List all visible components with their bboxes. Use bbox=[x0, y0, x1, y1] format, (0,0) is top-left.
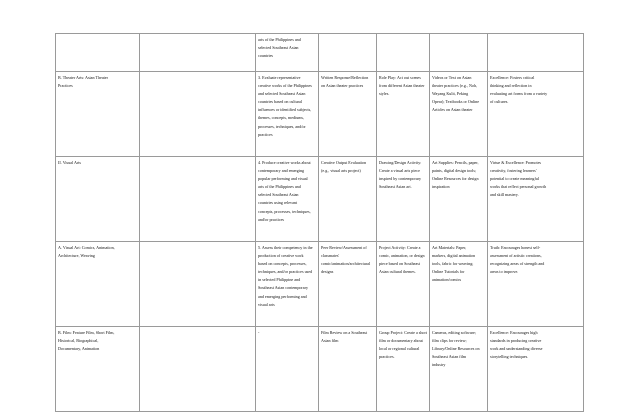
cell-text-line: thinking and reflection in bbox=[490, 83, 532, 89]
values-cell bbox=[488, 34, 584, 72]
cell-text-line: Southeast Asian art. bbox=[379, 184, 412, 190]
assessment-cell bbox=[319, 34, 377, 72]
table-row bbox=[56, 327, 584, 412]
cell-text-line: Opera); Textbooks or Online bbox=[432, 99, 480, 105]
cell-text-line: film or documentary about bbox=[379, 338, 423, 344]
cell-text-line: industry bbox=[432, 362, 446, 368]
cell-text-line: - bbox=[258, 330, 260, 335]
cell-text-line: inspiration bbox=[432, 184, 450, 190]
cell-text-line: arts of the Philippines and bbox=[258, 37, 301, 42]
competency-cell bbox=[256, 327, 319, 412]
cell-text-line: concepts, processes, techniques, bbox=[258, 208, 311, 214]
topic-cell bbox=[56, 34, 140, 72]
cell-text-line: Asian cultural themes. bbox=[379, 269, 416, 275]
cell-text-line: Drawing/Design Activity: bbox=[379, 160, 422, 165]
table-row bbox=[56, 157, 584, 242]
cell-text-line: and selected Southeast Asian bbox=[258, 91, 306, 97]
cell-text-line: paints, digital design tools; bbox=[432, 168, 477, 174]
cell-text-line: Create a visual arts piece bbox=[379, 168, 420, 174]
competency-cell bbox=[256, 157, 319, 242]
values-cell bbox=[488, 157, 584, 242]
cell-text-line: and skill mastery. bbox=[490, 192, 519, 198]
cell-text-line: of cultures. bbox=[490, 99, 509, 105]
cell-text-line: Written Response/Reflection bbox=[321, 75, 369, 80]
cell-text-line: II. Visual Arts bbox=[58, 160, 81, 165]
resources-cell bbox=[430, 327, 488, 412]
cell-text-line: works that reflect personal growth bbox=[490, 184, 547, 190]
cell-text-line: designs bbox=[321, 269, 334, 275]
curriculum-table bbox=[55, 33, 584, 412]
cell-text-line: themes, concepts, mediums, bbox=[258, 115, 305, 121]
table-row bbox=[56, 34, 584, 72]
topic-cell bbox=[56, 327, 140, 412]
cell-text-line: markers, digital animation bbox=[432, 253, 476, 259]
cell-text-line: selected Southeast Asian bbox=[258, 192, 299, 198]
cell-text-line: contemporary and emerging bbox=[258, 168, 305, 174]
assessment-cell bbox=[319, 157, 377, 242]
cell-text-line: techniques, and/or practices used bbox=[258, 269, 313, 275]
cell-text-line: popular performing and visual bbox=[258, 176, 308, 182]
cell-text-line: Southeast Asian contemporary bbox=[258, 285, 309, 291]
cell-text-line: Excellence: Fosters critical bbox=[490, 75, 535, 80]
cell-text-line: Excellence: Encourages high bbox=[490, 330, 538, 335]
cell-text-line: influences or identified subjects, bbox=[258, 107, 312, 113]
cell-text-line: work and understanding diverse bbox=[490, 346, 543, 352]
cell-text-line: assessment of artistic creations, bbox=[490, 253, 542, 259]
blank-cell bbox=[140, 34, 256, 72]
cell-text-line: and emerging performing and bbox=[258, 293, 307, 299]
cell-text-line: Asian film bbox=[321, 338, 339, 344]
cell-text-line: visual arts bbox=[258, 301, 275, 307]
cell-text-line: theater practices (e.g., Noh, bbox=[432, 83, 478, 89]
topic-cell bbox=[56, 72, 140, 157]
cell-text-line: Art Supplies: Pencils, paper, bbox=[432, 160, 479, 165]
cell-text-line: evaluating art forms from a variety bbox=[490, 91, 548, 97]
cell-text-line: Articles on Asian theater bbox=[432, 107, 473, 113]
cell-text-line: from different Asian theater bbox=[379, 83, 425, 89]
activity-cell bbox=[377, 72, 430, 157]
topic-cell bbox=[56, 242, 140, 327]
cell-text-line: Online Tutorials for bbox=[432, 269, 465, 275]
cell-text-line: Southeast Asian film bbox=[432, 354, 467, 360]
resources-cell bbox=[430, 157, 488, 242]
blank-cell bbox=[140, 327, 256, 412]
cell-text-line: Online Resources for design bbox=[432, 176, 479, 182]
values-cell bbox=[488, 327, 584, 412]
cell-text-line: countries bbox=[258, 53, 274, 59]
cell-text-line: Peer Review/Assessment of bbox=[321, 245, 367, 250]
blank-cell bbox=[140, 242, 256, 327]
assessment-cell bbox=[319, 327, 377, 412]
resources-cell bbox=[430, 242, 488, 327]
cell-text-line: Art Materials: Paper, bbox=[432, 245, 467, 250]
activity-cell bbox=[377, 34, 430, 72]
cell-text-line: Wayang Kulit, Peking bbox=[432, 91, 469, 97]
cell-text-line: practices. bbox=[379, 354, 395, 360]
cell-text-line: (e.g., visual arts project) bbox=[321, 168, 361, 174]
competency-cell bbox=[256, 72, 319, 157]
competency-cell bbox=[256, 34, 319, 72]
cell-text-line: standards in producing creative bbox=[490, 338, 542, 344]
cell-text-line: creative works of the Philippines bbox=[258, 83, 312, 89]
cell-text-line: creativity, fostering learners' bbox=[490, 168, 537, 174]
cell-text-line: 4. Produce creative works about bbox=[258, 160, 311, 165]
topic-cell bbox=[56, 157, 140, 242]
resources-cell bbox=[430, 34, 488, 72]
cell-text-line: areas to improve. bbox=[490, 269, 519, 275]
competency-cell bbox=[256, 242, 319, 327]
cell-text-line: Documentary, Animation bbox=[58, 346, 100, 352]
values-cell bbox=[488, 242, 584, 327]
cell-text-line: countries based on cultural bbox=[258, 99, 302, 105]
activity-cell bbox=[377, 242, 430, 327]
cell-text-line: comic, animation, or design bbox=[379, 253, 425, 259]
cell-text-line: potential to create meaningful bbox=[490, 176, 539, 182]
cell-text-line: storytelling techniques. bbox=[490, 354, 529, 360]
cell-text-line: comic/animation/architectural bbox=[321, 261, 371, 267]
activity-cell bbox=[377, 157, 430, 242]
cell-text-line: 3. Evaluate representative bbox=[258, 75, 301, 80]
cell-text-line: and/or practices bbox=[258, 216, 285, 222]
cell-text-line: B. Film: Feature Film, Short Film, bbox=[58, 330, 115, 335]
cell-text-line: B. Theater Arts: Asian Theater bbox=[58, 75, 108, 80]
cell-text-line: Project Activity: Create a bbox=[379, 245, 421, 250]
cell-text-line: Film Review on a Southeast bbox=[321, 330, 368, 335]
values-cell bbox=[488, 72, 584, 157]
resources-cell bbox=[430, 72, 488, 157]
cell-text-line: based on concepts, processes, bbox=[258, 261, 307, 267]
assessment-cell bbox=[319, 72, 377, 157]
cell-text-line: Group Project: Create a short bbox=[379, 330, 427, 335]
cell-text-line: selected Southeast Asian bbox=[258, 45, 299, 51]
cell-text-line: arts of the Philippines and bbox=[258, 184, 301, 190]
cell-text-line: production of creative work bbox=[258, 253, 304, 259]
cell-text-line: Virtue & Excellence: Promotes bbox=[490, 160, 542, 165]
cell-text-line: practices bbox=[258, 131, 273, 137]
cell-text-line: classmates' bbox=[321, 253, 340, 259]
cell-text-line: on Asian theater practices bbox=[321, 83, 364, 89]
table-row bbox=[56, 72, 584, 157]
blank-cell bbox=[140, 157, 256, 242]
cell-text-line: piece based on Southeast bbox=[379, 261, 421, 267]
blank-cell bbox=[140, 72, 256, 157]
table-row bbox=[56, 242, 584, 327]
cell-text-line: inspired by contemporary bbox=[379, 176, 422, 182]
cell-text-line: Practices bbox=[58, 83, 73, 89]
cell-text-line: Truth: Encourages honest self- bbox=[490, 245, 541, 250]
cell-text-line: film clips for review; bbox=[432, 338, 467, 344]
activity-cell bbox=[377, 327, 430, 412]
cell-text-line: animation/comics bbox=[432, 277, 462, 283]
cell-text-line: processes, techniques, and/or bbox=[258, 123, 306, 129]
cell-text-line: Creative Output Evaluation bbox=[321, 160, 367, 165]
cell-text-line: Role Play: Act out scenes bbox=[379, 75, 421, 80]
cell-text-line: recognizing areas of strength and bbox=[490, 261, 545, 267]
cell-text-line: A. Visual Art: Comics, Animation, bbox=[58, 245, 115, 250]
cell-text-line: in selected Philippine and bbox=[258, 277, 301, 283]
cell-text-line: Cameras, editing software; bbox=[432, 330, 476, 335]
cell-text-line: Videos or Text on Asian bbox=[432, 75, 472, 80]
cell-text-line: 5. Assess their competency in the bbox=[258, 245, 313, 250]
assessment-cell bbox=[319, 242, 377, 327]
cell-text-line: Historical, Biographical, bbox=[58, 338, 99, 344]
cell-text-line: countries using relevant bbox=[258, 200, 298, 206]
cell-text-line: styles. bbox=[379, 91, 390, 97]
cell-text-line: tools, fabric for weaving; bbox=[432, 261, 474, 267]
cell-text-line: local or regional cultural bbox=[379, 346, 420, 352]
cell-text-line: Library/Online Resources on bbox=[432, 346, 480, 352]
cell-text-line: Architecture, Weaving bbox=[58, 253, 95, 259]
